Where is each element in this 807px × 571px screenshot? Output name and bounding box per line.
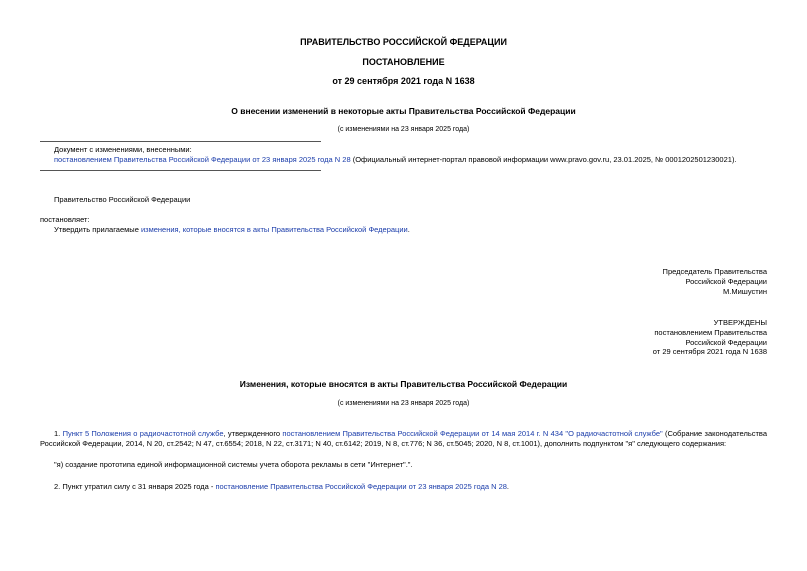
approve-prefix: Утвердить прилагаемые bbox=[54, 225, 141, 234]
approved-date: от 29 сентября 2021 года N 1638 bbox=[652, 347, 767, 357]
approve-link[interactable]: изменения, которые вносятся в акты Правительства Российской Федерации bbox=[140, 225, 408, 234]
signature-title: Председатель Правительства bbox=[662, 267, 767, 276]
approved-block bbox=[653, 318, 767, 357]
p1-link-regulation[interactable]: Пункт 5 Положения о радиочастотной службе bbox=[62, 429, 224, 438]
revision-top-rule bbox=[40, 141, 321, 142]
doc-title: О внесении изменений в некоторые акты Правительства Российской Федерации bbox=[231, 106, 576, 116]
annex-paragraph-2 bbox=[54, 482, 509, 492]
signature-name: М.Мишустин bbox=[723, 286, 767, 296]
doc-type-heading: ПОСТАНОВЛЕНИЕ bbox=[362, 57, 445, 67]
signature-country: Российской Федерации bbox=[685, 276, 767, 286]
approved-title: УТВЕРЖДЕНЫ bbox=[713, 318, 767, 327]
annex-paragraph-1 bbox=[40, 429, 767, 449]
revision-line bbox=[54, 155, 774, 165]
org-heading: ПРАВИТЕЛЬСТВО РОССИЙСКОЙ ФЕДЕРАЦИИ bbox=[300, 37, 507, 47]
annex-changes-note: (с изменениями на 23 января 2025 года) bbox=[337, 400, 470, 407]
approved-country: Российской Федерации bbox=[685, 337, 767, 347]
revision-bottom-rule bbox=[40, 170, 321, 171]
p2-suffix: . bbox=[506, 482, 510, 491]
p1-number: 1. bbox=[54, 429, 63, 438]
approve-suffix: . bbox=[407, 225, 410, 234]
revision-label: Документ с изменениями, внесенными: bbox=[54, 145, 192, 154]
approved-by: постановлением Правительства bbox=[654, 327, 767, 337]
approve-paragraph bbox=[54, 225, 410, 235]
doc-date-line: от 29 сентября 2021 года N 1638 bbox=[332, 76, 475, 86]
revision-link[interactable]: постановлением Правительства Российской Федерации от 23 января 2025 года N 28 bbox=[54, 155, 351, 164]
p1-tail: (Собрание законодательства Российской Федерации, 2014, N 20, ст.2542; N 47, ст.6554; 2018, N 22, ст.3171; N 40, ст.6142; 2019, N 8, ст.776; N 36, ст.5045; 2020, N 8, ст.1001), дополнить подпунктом "я" следующего содержания: bbox=[40, 429, 767, 448]
issuer: Правительство Российской Федерации bbox=[54, 195, 191, 204]
p1-link-resolution[interactable]: постановлением Правительства Российской Федерации от 14 мая 2014 г. N 434 "О радиочастотной службе" bbox=[282, 429, 663, 438]
p2-prefix: 2. Пункт утратил силу с 31 января 2025 года - bbox=[54, 482, 216, 491]
resolves: постановляет: bbox=[40, 215, 90, 224]
revision-source: (Официальный интернет-портал правовой информации www.pravo.gov.ru, 23.01.2025, № 0001202501230021). bbox=[350, 155, 737, 164]
p2-link[interactable]: постановление Правительства Российской Федерации от 23 января 2025 года N 28 bbox=[215, 482, 507, 491]
annex-subparagraph: "я) создание прототипа единой информационной системы учета оборота рекламы в сети "Интернет".". bbox=[54, 460, 413, 469]
changes-note: (с изменениями на 23 января 2025 года) bbox=[337, 126, 470, 133]
p1-mid: , утвержденного bbox=[223, 429, 283, 438]
signature-block bbox=[663, 267, 767, 296]
annex-title: Изменения, которые вносятся в акты Правительства Российской Федерации bbox=[239, 379, 568, 389]
